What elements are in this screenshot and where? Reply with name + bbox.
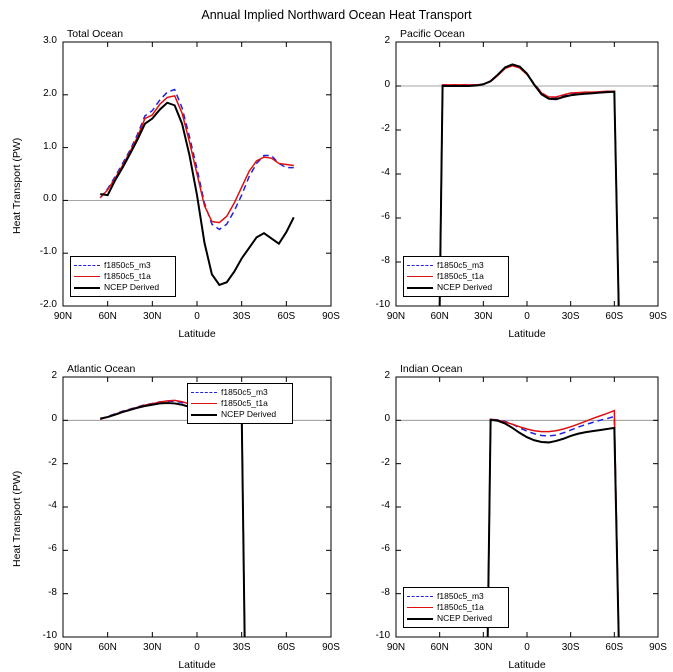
- y-tick-label: -10: [42, 630, 57, 641]
- y-tick-label: -8: [381, 586, 390, 598]
- x-axis-title: Latitude: [508, 328, 546, 340]
- y-tick-label: 0: [51, 413, 57, 425]
- x-axis-title: Latitude: [178, 659, 216, 671]
- y-tick-label: 2: [384, 35, 390, 46]
- legend-label: f1850c5_t1a: [437, 602, 484, 612]
- x-tick-label: 90N: [386, 311, 406, 322]
- y-tick-label: 2: [384, 370, 390, 381]
- legend-item: [407, 602, 504, 613]
- y-tick-label: 0.0: [43, 193, 57, 205]
- legend-label: NCEP Derived: [437, 282, 493, 292]
- legend-label: f1850c5_t1a: [221, 398, 268, 408]
- y-tick-label: -8: [381, 255, 390, 266]
- legend-key-icon: [74, 271, 100, 282]
- y-tick-label: -2.0: [39, 299, 57, 310]
- legend-label: NCEP Derived: [437, 613, 493, 623]
- y-tick-label: -4: [381, 500, 390, 511]
- y-tick-label: -6: [48, 543, 57, 555]
- y-tick-label: 0: [384, 413, 390, 425]
- legend: [70, 256, 176, 297]
- legend-label: f1850c5_t1a: [104, 271, 151, 281]
- legend-key-icon: [407, 260, 433, 271]
- legend: [187, 383, 293, 424]
- x-tick-label: 30S: [232, 311, 251, 322]
- y-tick-label: -10: [375, 630, 390, 641]
- x-tick-label: 60N: [430, 311, 449, 322]
- legend-item: [191, 398, 288, 409]
- x-tick-label: 90S: [322, 642, 340, 653]
- legend-item: [74, 271, 171, 282]
- x-tick-label: 60S: [277, 311, 296, 322]
- x-tick-label: 60N: [430, 642, 449, 653]
- y-tick-label: -1.0: [39, 246, 57, 258]
- y-tick-label: 2.0: [43, 87, 57, 99]
- series-line: [100, 96, 294, 223]
- y-tick-label: 3.0: [43, 35, 57, 46]
- legend-key-icon: [74, 282, 100, 293]
- x-tick-label: 60S: [605, 642, 624, 653]
- y-tick-label: -8: [48, 586, 57, 598]
- legend-key-icon: [191, 409, 217, 420]
- x-tick-label: 90S: [649, 642, 667, 653]
- y-axis-title: Heat Transport (PW): [11, 470, 23, 567]
- x-tick-label: 60S: [277, 642, 296, 653]
- figure-title: Annual Implied Northward Ocean Heat Transport: [201, 8, 472, 22]
- legend-label: f1850c5_m3: [437, 591, 484, 601]
- x-tick-label: 30S: [232, 642, 251, 653]
- x-tick-label: 90S: [322, 311, 340, 322]
- x-tick-label: 60S: [605, 311, 624, 322]
- x-tick-label: 90N: [53, 311, 73, 322]
- x-tick-label: 60N: [98, 642, 117, 653]
- legend-key-icon: [407, 602, 433, 613]
- x-tick-label: 90N: [386, 642, 406, 653]
- legend-item: [74, 282, 171, 293]
- legend-key-icon: [407, 282, 433, 293]
- x-axis-title: Latitude: [508, 659, 546, 671]
- x-tick-label: 30N: [474, 642, 493, 653]
- legend-key-icon: [191, 387, 217, 398]
- legend-key-icon: [191, 398, 217, 409]
- y-tick-label: -6: [381, 543, 390, 555]
- panel-title: Total Ocean: [67, 28, 124, 40]
- legend-item: [74, 260, 171, 271]
- legend-key-icon: [407, 271, 433, 282]
- legend-label: NCEP Derived: [221, 409, 277, 419]
- x-tick-label: 90N: [53, 642, 73, 653]
- y-tick-label: -6: [381, 211, 390, 222]
- legend-label: f1850c5_m3: [437, 260, 484, 270]
- x-tick-label: 60N: [98, 311, 117, 322]
- series-line: [100, 403, 244, 637]
- y-tick-label: -2: [381, 456, 390, 468]
- x-tick-label: 0: [194, 311, 200, 322]
- legend-item: [407, 591, 504, 602]
- series-line: [100, 400, 244, 637]
- panel-title: Indian Ocean: [400, 363, 463, 375]
- series-line: [100, 401, 244, 637]
- legend-label: NCEP Derived: [104, 282, 160, 292]
- y-tick-label: -4: [381, 167, 390, 178]
- y-tick-label: 1.0: [43, 140, 57, 152]
- legend-item: [407, 613, 504, 624]
- x-tick-label: 30N: [143, 642, 162, 653]
- series-line: [100, 90, 294, 230]
- legend-key-icon: [407, 591, 433, 602]
- y-tick-label: 2: [51, 370, 57, 381]
- legend: [403, 256, 509, 297]
- legend-key-icon: [74, 260, 100, 271]
- legend-key-icon: [407, 613, 433, 624]
- x-tick-label: 30N: [474, 311, 493, 322]
- y-tick-label: -2: [381, 123, 390, 134]
- legend-label: f1850c5_m3: [104, 260, 151, 270]
- legend-item: [407, 282, 504, 293]
- panel-title: Atlantic Ocean: [67, 363, 136, 375]
- y-tick-label: -2: [48, 456, 57, 468]
- legend-label: f1850c5_t1a: [437, 271, 484, 281]
- y-tick-label: -4: [48, 500, 57, 511]
- legend-item: [407, 260, 504, 271]
- legend: [403, 587, 509, 628]
- legend-item: [191, 387, 288, 398]
- y-axis-title: Heat Transport (PW): [11, 137, 23, 234]
- x-tick-label: 30S: [561, 311, 580, 322]
- x-tick-label: 0: [524, 311, 530, 322]
- x-axis-title: Latitude: [178, 328, 216, 340]
- x-tick-label: 30S: [561, 642, 580, 653]
- x-tick-label: 0: [194, 642, 200, 653]
- legend-label: f1850c5_m3: [221, 387, 268, 397]
- x-tick-label: 90S: [649, 311, 667, 322]
- y-tick-label: -10: [375, 299, 390, 310]
- x-tick-label: 30N: [143, 311, 162, 322]
- legend-item: [407, 271, 504, 282]
- x-tick-label: 0: [524, 642, 530, 653]
- y-tick-label: 0: [384, 79, 390, 90]
- panel-title: Pacific Ocean: [400, 28, 465, 40]
- legend-item: [191, 409, 288, 420]
